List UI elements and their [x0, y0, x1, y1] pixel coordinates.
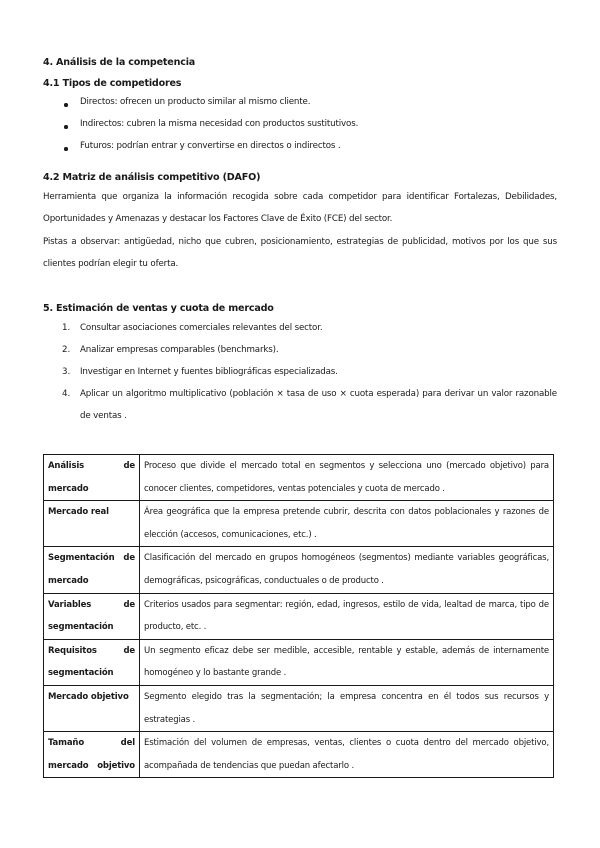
- definition-cell: Estimación del volumen de empresas, ventas, clientes o cuota dentro del mercado objetivo, acompañada de tendencias que puedan afectarlo .: [140, 732, 554, 778]
- term-cell: Segmentación de mercado: [44, 547, 140, 593]
- definition-cell: Clasificación del mercado en grupos homogéneos (segmentos) mediante variables geográficas, demográficas, psicográficas, conductuales o de producto .: [140, 547, 554, 593]
- table-row: [44, 685, 554, 731]
- table-row: [44, 547, 554, 593]
- list-item: Indirectos: cubren la misma necesidad con productos sustitutivos.: [80, 119, 359, 129]
- step-text: Analizar empresas comparables (benchmarks).: [80, 345, 279, 355]
- section-5-title: 5. Estimación de ventas y cuota de mercado: [43, 303, 274, 314]
- table-row: [44, 593, 554, 639]
- glossary-table: [43, 454, 554, 778]
- term-cell: Variables de segmentación: [44, 593, 140, 639]
- step-text: Aplicar un algoritmo multiplicativo (población × tasa de uso × cuota esperada) para derivar un valor razonable de ventas .: [80, 389, 557, 421]
- table-row: [44, 732, 554, 778]
- definition-cell: Segmento elegido tras la segmentación; la empresa concentra en él todos sus recursos y estrategias .: [140, 685, 554, 731]
- definition-cell: Criterios usados para segmentar: región, edad, ingresos, estilo de vida, lealtad de marca, tipo de producto, etc. .: [140, 593, 554, 639]
- bullet-icon: [64, 125, 68, 129]
- step-number: 3.: [62, 367, 71, 377]
- hints-paragraph: Pistas a observar: antigüedad, nicho que cubren, posicionamiento, estrategias de publicidad, motivos por los que sus clientes podrían elegir tu oferta.: [43, 237, 557, 269]
- bullet-icon: [64, 103, 68, 107]
- term-cell: Tamaño del mercado objetivo: [44, 732, 140, 778]
- definition-cell: Un segmento eficaz debe ser medible, accesible, rentable y estable, además de internamente homogéneo y lo bastante grande .: [140, 639, 554, 685]
- term-cell: Mercado objetivo: [44, 685, 140, 731]
- step-number: 4.: [62, 389, 71, 399]
- definition-cell: Área geográfica que la empresa pretende cubrir, descrita con datos poblacionales y razones de elección (accesos, comunicaciones, etc.) .: [140, 501, 554, 547]
- step-number: 1.: [62, 323, 71, 333]
- step-text: Investigar en Internet y fuentes bibliográficas especializadas.: [80, 367, 338, 377]
- table-row: [44, 455, 554, 501]
- section-4-2-title: 4.2 Matriz de análisis competitivo (DAFO): [43, 172, 261, 183]
- section-4-1-title: 4.1 Tipos de competidores: [43, 78, 182, 89]
- table-row: [44, 639, 554, 685]
- term-cell: Requisitos de segmentación: [44, 639, 140, 685]
- bullet-icon: [64, 147, 68, 151]
- term-cell: Análisis de mercado: [44, 455, 140, 501]
- term-cell: Mercado real: [44, 501, 140, 547]
- dafo-paragraph: Herramienta que organiza la información recogida sobre cada competidor para identificar Fortalezas, Debilidades, Oportunidades y Amenazas y destacar los Factores Clave de Éxito (FCE) del sector.: [43, 192, 557, 224]
- section-4-title: 4. Análisis de la competencia: [43, 57, 196, 68]
- step-number: 2.: [62, 345, 71, 355]
- table-row: [44, 501, 554, 547]
- list-item: Directos: ofrecen un producto similar al mismo cliente.: [80, 97, 311, 107]
- step-text: Consultar asociaciones comerciales relevantes del sector.: [80, 323, 323, 333]
- definition-cell: Proceso que divide el mercado total en segmentos y selecciona uno (mercado objetivo) para conocer clientes, competidores, ventas potenciales y cuota de mercado .: [140, 455, 554, 501]
- list-item: Futuros: podrían entrar y convertirse en directos o indirectos .: [80, 141, 341, 151]
